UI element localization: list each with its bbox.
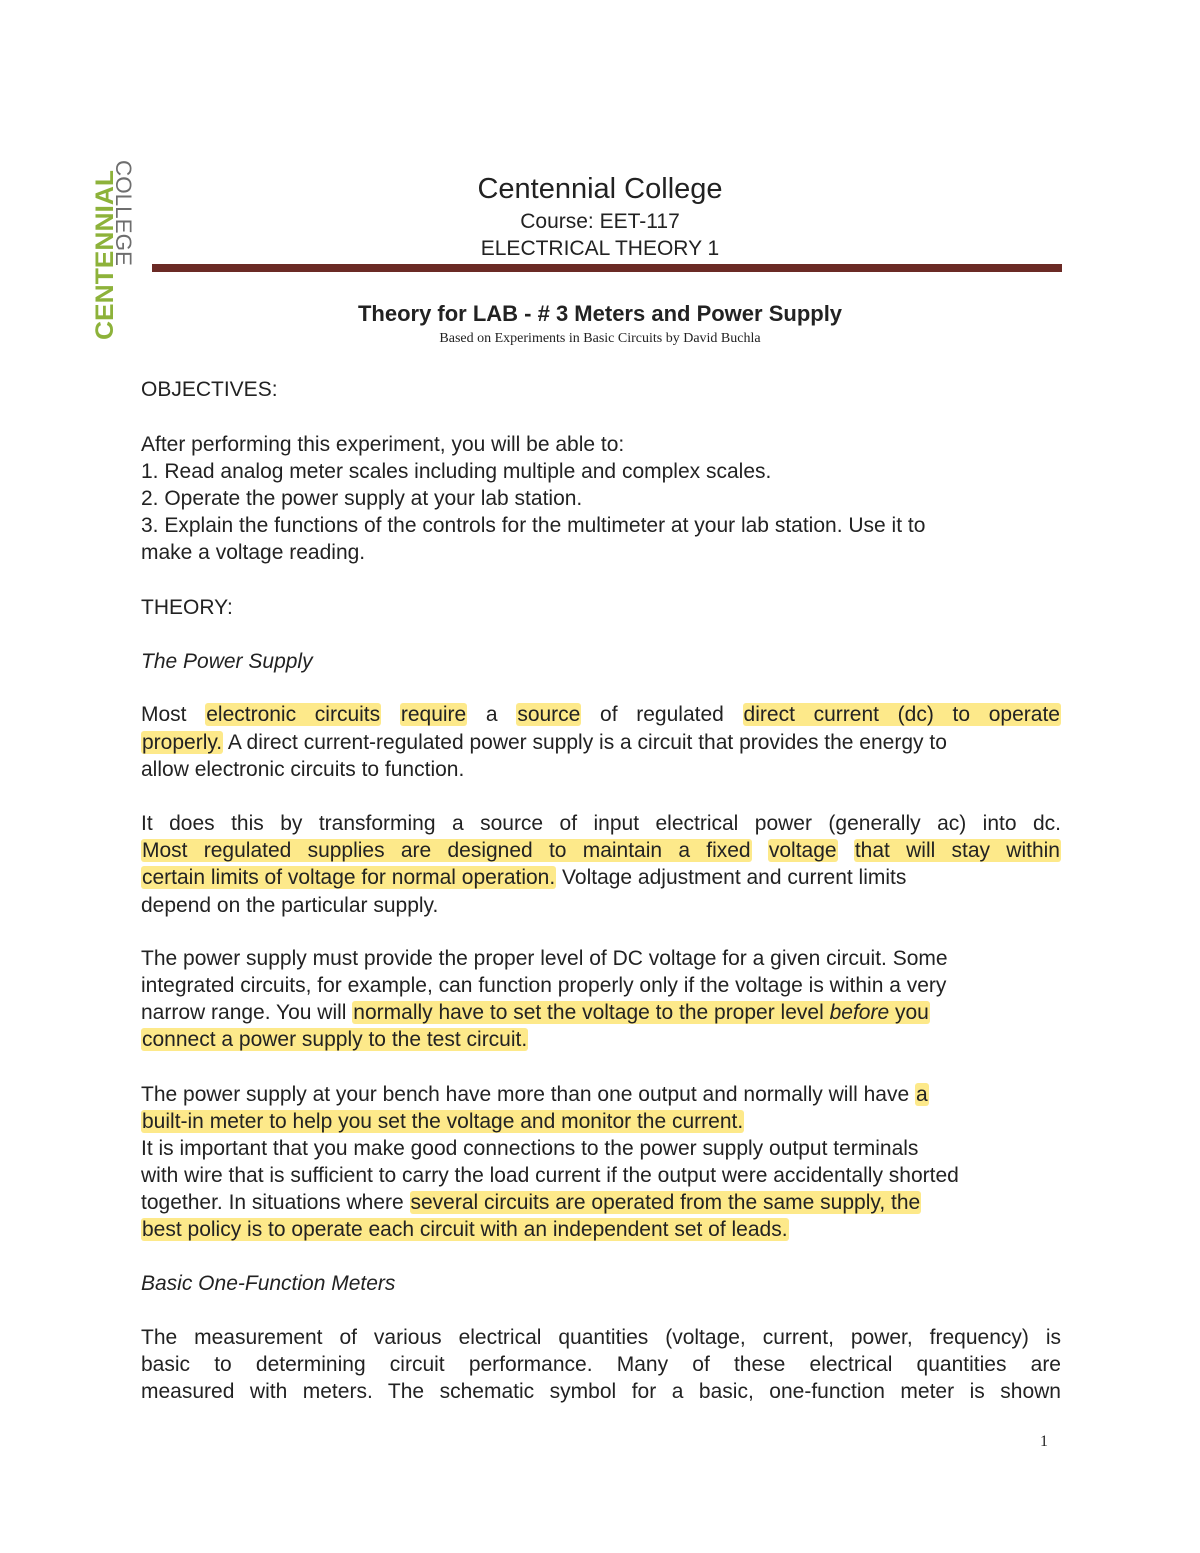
p1-word: of regulated (600, 703, 724, 726)
p4-line-4: with wire that is sufficient to carry the load current if the output were accidentally shorted (141, 1164, 959, 1187)
p1-highlight: direct current (dc) to operate (743, 703, 1060, 726)
p1-highlight: source (517, 703, 581, 726)
p3-highlight-italic: before (829, 1001, 890, 1024)
logo-word-college: COLLEGE (111, 160, 136, 264)
p2-line-4: depend on the particular supply. (141, 894, 439, 917)
logo-word-centennial: CENTENNIAL (91, 178, 119, 340)
theory-heading: THEORY: (141, 596, 233, 619)
objectives-intro: After performing this experiment, you will be able to: (141, 433, 625, 456)
p4-highlight: a (915, 1083, 928, 1106)
p4-line-2 (141, 1108, 1061, 1135)
p2-line-2 (141, 837, 1061, 864)
p3-highlight-text: you (894, 1001, 929, 1024)
p3-text: narrow range. You will (141, 1001, 353, 1024)
p2-line-3 (141, 864, 1061, 891)
p3-highlight-text: normally have to set the voltage to the proper level (353, 1001, 824, 1024)
course-code: Course: EET-117 (520, 210, 680, 233)
objective-item-3-line-1: 3. Explain the functions of the controls for the multimeter at your lab station. Use it to (141, 514, 926, 537)
objective-item-2: 2. Operate the power supply at your lab station. (141, 487, 583, 510)
p3-line-1: The power supply must provide the proper level of DC voltage for a given circuit. Some (141, 947, 948, 970)
p2-text: Voltage adjustment and current limits (556, 866, 907, 889)
p4-line-3: It is important that you make good connections to the power supply output terminals (141, 1137, 919, 1160)
p2-highlight: Most regulated supplies are designed to maintain a fixed (142, 839, 751, 862)
p3-highlight (352, 1001, 930, 1024)
document-subtitle: Based on Experiments in Basic Circuits by David Buchla (439, 331, 761, 346)
p3-line-4 (141, 1026, 1061, 1053)
p5-line-3: measured with meters. The schematic symbol for a basic, one-function meter is shown (141, 1380, 1061, 1403)
objective-item-1: 1. Read analog meter scales including multiple and complex scales. (141, 460, 772, 483)
p1-word: a (485, 703, 498, 726)
power-supply-heading: The Power Supply (141, 650, 313, 673)
p1-highlight: require (400, 703, 467, 726)
p4-text: together. In situations where (141, 1191, 410, 1214)
p4-line-1 (141, 1081, 1061, 1108)
p4-highlight: built-in meter to help you set the voltage and monitor the current. (142, 1110, 744, 1133)
p4-text: The power supply at your bench have more than one output and normally will have (141, 1083, 915, 1106)
p1-highlight: electronic circuits (206, 703, 381, 726)
p2-highlight: voltage (768, 839, 837, 862)
header-divider (152, 264, 1062, 272)
p4-line-6 (141, 1216, 1061, 1243)
p1-text: A direct current-regulated power supply is a circuit that provides the energy to (223, 731, 947, 754)
p1-highlight: properly. (142, 731, 223, 754)
p1-line-1 (141, 701, 1061, 728)
meters-heading: Basic One-Function Meters (141, 1272, 396, 1295)
p1-word: Most (141, 703, 187, 726)
p3-highlight: connect a power supply to the test circuit. (142, 1028, 528, 1051)
p4-line-5 (141, 1189, 1061, 1216)
objectives-heading: OBJECTIVES: (141, 378, 278, 401)
p4-highlight: best policy is to operate each circuit with an independent set of leads. (142, 1218, 788, 1241)
centennial-college-logo (86, 158, 138, 340)
college-name: Centennial College (477, 173, 723, 205)
course-subject: ELECTRICAL THEORY 1 (480, 237, 720, 260)
p2-highlight: certain limits of voltage for normal operation. (142, 866, 556, 889)
p5-line-2: basic to determining circuit performance. Many of these electrical quantities are (141, 1353, 1061, 1376)
objective-item-3-line-2: make a voltage reading. (141, 541, 366, 564)
p2-line-1: It does this by transforming a source of input electrical power (generally ac) into dc. (141, 812, 1061, 835)
p1-line-3: allow electronic circuits to function. (141, 758, 465, 781)
p3-line-3 (141, 999, 1061, 1026)
p1-line-2 (141, 729, 1061, 756)
page-number: 1 (1040, 1433, 1048, 1450)
p3-line-2: integrated circuits, for example, can function properly only if the voltage is within a very (141, 974, 947, 997)
document-title: Theory for LAB - # 3 Meters and Power Supply (357, 301, 843, 326)
p4-highlight: several circuits are operated from the same supply, the (410, 1191, 921, 1214)
p5-line-1: The measurement of various electrical quantities (voltage, current, power, frequency) is (141, 1326, 1061, 1349)
p2-highlight: that will stay within (854, 839, 1060, 862)
